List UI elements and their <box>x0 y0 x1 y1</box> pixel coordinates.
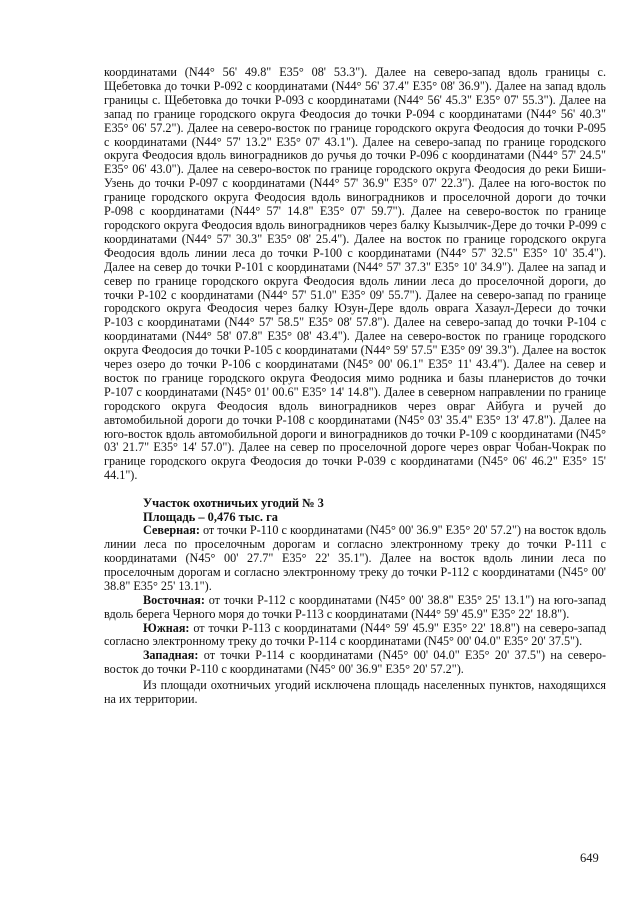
boundary-description-paragraph: координатами (N44° 56' 49.8" E35° 08' 53.3"). Далее на северо-запад вдоль границы с. Щебетовка до точки Р-092 с координатами (N44° 56' 37.4" E35° 08' 36.9"). Далее на запад вдоль границы с. Щебетовка до точки Р-093 с координатами (N44° 56' 45.3" E35° 07' 55.3"). Далее на запад по границе городского округа Феодосия до точки Р-094 с координатами (N44° 56' 40.3" E35° 06' 57.2"). Далее на северо-восток по границе городского округа Феодосия до точки Р-095 с координатами (N44° 57' 13.2" E35° 07' 43.1"). Далее на северо-запад по границе городского округа Феодосия вдоль виноградников до ручья до точки Р-096 с координатами (N44° 57' 24.5" E35° 06' 43.0"). Далее на северо-восток по границе городского округа Феодосия до реки Биши-Узень до точки Р-097 с координатами (N44° 57' 36.9" E35° 07' 22.3"). Далее на юго-восток по границе городского округа Феодосия вдоль виноградников и проселочной дороги до точки Р-098 с координатами (N44° 57' 14.8" E35° 07' 59.7"). Далее на северо-восток по границе городского округа Феодосия вдоль виноградников через балку Кызылчик-Дере до точки Р-099 с координатами (N44° 57' 30.3" E35° 08' 25.4"). Далее на восток по границе городского округа Феодосия вдоль линии леса до точки Р-100 с координатами (N44° 57' 32.5" E35° 10' 35.4"). Далее на север до точки Р-101 с координатами (N44° 57' 37.3" E35° 10' 34.9"). Далее на запад и север по границе городского округа Феодосия вдоль линии леса до проселочной дороги, до точки Р-102 с координатами (N44° 57' 51.0" E35° 09' 55.7"). Далее на северо-запад по границе городского округа Феодосия через балку Юзун-Дере вдоль оврага Хазаул-Дереси до точки Р-103 с координатами (N44° 57' 58.5" E35° 08' 57.8"). Далее на северо-запад до точки Р-104 с координатами (N44° 58' 07.8" E35° 08' 43.4"). Далее на северо-восток по границе городского округа Феодосия до точки Р-105 с координатами (N44° 59' 57.5" E35° 09' 39.3"). Далее на восток через озеро до точки Р-106 с координатами (N45° 00' 06.1" E35° 11' 43.4"). Далее на север и восток по границе городского округа Феодосия мимо родника и базы планеристов до точки Р-107 с координатами (N45° 01' 00.6" E35° 14' 14.8"). Далее в северном направлении по границе городского округа Феодосия вдоль виноградников через овраг Айбуга и ручей до автомобильной дороги до точки Р-108 с координатами (N45° 03' 35.4" E35° 13' 47.8"). Далее на юго-восток вдоль автомобильной дороги и виноградников до точки Р-109 с координатами (N45° 03' 21.7" E35° 14' 57.0"). Далее на север по проселочной дороге через овраг Чобан-Чокрак по границе городского округа Феодосия до точки Р-039 с координатами (N45° 06' 46.2" E35° 15' 44.1"). <box>104 65 606 483</box>
east-boundary-label: Восточная: <box>143 592 205 607</box>
east-boundary-text: от точки Р-112 с координатами (N45° 00' 38.8" E35° 25' 13.1") на юго-запад вдоль берега Черного моря до точки Р-113 с координатами (N44° 59' 45.9" E35° 22' 18.8"). <box>104 592 606 621</box>
west-boundary-text: от точки Р-114 с координатами (N45° 00' 04.0" E35° 20' 37.5") на северо-восток до точки Р-110 с координатами (N45° 00' 36.9" E35° 20' 57.2"). <box>104 648 606 677</box>
south-boundary-text: от точки Р-113 с координатами (N44° 59' 45.9" E35° 22' 18.8") на северо-запад согласно электронному треку до точки Р-114 с координатами (N45° 00' 04.0" E35° 20' 37.5"). <box>104 620 606 649</box>
west-boundary-label: Западная: <box>143 648 199 663</box>
west-boundary-paragraph <box>104 649 606 677</box>
north-boundary-text: от точки Р-110 с координатами (N45° 00' 36.9" E35° 20' 57.2") на восток вдоль линии леса по проселочным дорогам и согласно электронному треку до точки Р-111 с координатами (N45° 00' 27.7" E35° 22' 35.1"). Далее на восток вдоль линии леса по проселочным дорогам и согласно электронному треку до точки Р-112 с координатами (N45° 00' 38.8" E35° 25' 13.1"). <box>104 523 606 593</box>
hunting-area-title: Участок охотничьих угодий № 3 <box>143 496 324 511</box>
north-boundary-paragraph <box>104 524 606 594</box>
east-boundary-paragraph <box>104 594 606 622</box>
page-number: 649 <box>580 851 599 865</box>
north-boundary-label: Северная: <box>143 523 200 538</box>
exclusion-note: Из площади охотничьих угодий исключена площадь населенных пунктов, находящихся на их территории. <box>104 678 606 707</box>
south-boundary-label: Южная: <box>143 620 190 635</box>
hunting-area-size: Площадь – 0,476 тыс. га <box>143 510 278 525</box>
hunting-area-heading <box>143 496 606 524</box>
south-boundary-paragraph <box>104 622 606 650</box>
document-body <box>104 66 606 707</box>
